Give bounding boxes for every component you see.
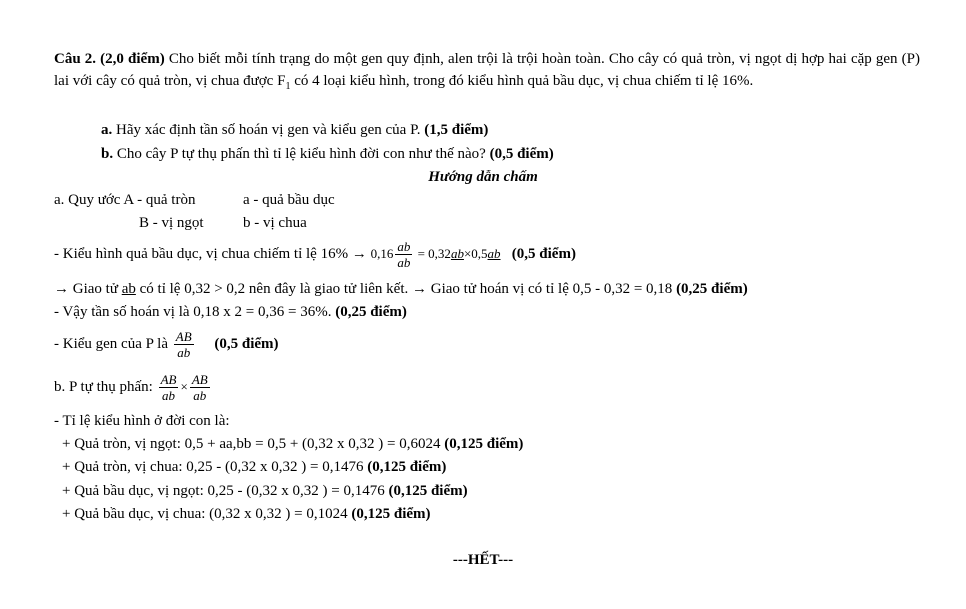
r3-text: + Quả bầu dục, vị ngọt: 0,25 - (0,32 x 0,32 ) = 0,1476 [62, 483, 389, 499]
r2-text: + Quả tròn, vị chua: 0,25 - (0,32 x 0,32 ) = 0,1476 [62, 459, 368, 475]
part-a-text: Hãy xác định tần số hoán vị gen và kiểu gen của P. [112, 122, 425, 138]
line1-gamete-1: ab [450, 246, 464, 261]
result-round-sweet [62, 435, 523, 453]
line2-pre: → Giao tử [54, 281, 122, 297]
convention-a: a. Quy ước A - quả tròn [54, 192, 196, 208]
line1-denominator: ab [397, 255, 411, 271]
answer-line-genotype [54, 326, 279, 362]
r4-points: (0,125 điểm) [351, 506, 431, 522]
line3-text: - Vậy tần số hoán vị là 0,18 x 2 = 0,36 = 36%. [54, 304, 336, 320]
part-b [101, 145, 554, 163]
convention-a-recessive: a - quả bầu dục [243, 192, 335, 208]
line5-denominator-1: ab [162, 388, 176, 404]
answer-line-self-cross [54, 369, 212, 405]
line1-eq: = 0,32 [414, 246, 451, 261]
line1-mul: ×0,5 [463, 246, 488, 261]
guide-title: Hướng dẫn chấm [428, 169, 538, 185]
r3-points: (0,125 điểm) [388, 483, 468, 499]
line5-numerator-1: AB [160, 372, 177, 388]
answer-line-offspring: - Tỉ lệ kiểu hình ở đời con là: [54, 413, 230, 429]
part-a [101, 121, 488, 139]
r4-text: + Quả bầu dục, vị chua: (0,32 x 0,32 ) = 0,1024 [62, 506, 352, 522]
line1-gamete-2: ab [487, 246, 501, 261]
r1-text: + Quả tròn, vị ngọt: 0,5 + aa,bb = 0,5 + (0,32 x 0,32 ) = 0,6024 [62, 436, 445, 452]
line1-numerator: ab [397, 239, 411, 255]
answer-line-frequency [54, 303, 407, 321]
line5-fraction-1 [159, 372, 179, 403]
answer-line-phenotype [54, 236, 576, 272]
line1-coef: 0,16 [370, 246, 394, 261]
answer-line-gamete [54, 280, 748, 298]
line4-denominator: ab [177, 345, 191, 361]
part-b-label: b. [101, 146, 114, 162]
part-b-text: Cho cây P tự thụ phấn thì tỉ lệ kiểu hình đời con như thế nào? [113, 146, 490, 162]
line4-points: (0,5 điểm) [214, 336, 279, 352]
line5-denominator-2: ab [193, 388, 207, 404]
line4-text: - Kiểu gen của P là [54, 336, 172, 352]
result-oval-sour [62, 505, 431, 523]
question-label: Câu 2. (2,0 điểm) [54, 51, 165, 67]
r1-points: (0,125 điểm) [444, 436, 524, 452]
line4-numerator: AB [175, 329, 192, 345]
line4-fraction [174, 329, 194, 360]
line2-gamete: ab [121, 281, 136, 297]
r2-points: (0,125 điểm) [367, 459, 447, 475]
line5-numerator-2: AB [191, 372, 208, 388]
result-oval-sweet [62, 482, 468, 500]
question-intro-tail: có 4 loại kiểu hình, trong đó kiểu hình quả bầu dục, vị chua chiếm tỉ lệ 16%. [290, 73, 754, 89]
line2-text: có tỉ lệ 0,32 > 0,2 nên đây là giao tử liên kết. → Giao tử hoán vị có tỉ lệ 0,5 - 0,32 = 0,18 [135, 281, 677, 297]
f1-subscript: 1 [285, 81, 291, 92]
part-a-label: a. [101, 122, 113, 138]
convention-b: B - vị ngọt [139, 215, 204, 231]
convention-b-recessive: b - vị chua [243, 215, 307, 231]
result-round-sour [62, 458, 446, 476]
end-mark: ---HẾT--- [452, 552, 514, 568]
line5-times: × [180, 379, 188, 394]
part-b-points: (0,5 điểm) [489, 146, 554, 162]
line3-points: (0,25 điểm) [335, 304, 407, 320]
line1-points: (0,5 điểm) [511, 246, 576, 262]
line1-fraction [395, 239, 412, 270]
part-a-points: (1,5 điểm) [424, 122, 489, 138]
question-paragraph [54, 48, 920, 98]
line1-text: - Kiểu hình quả bầu dục, vị chua chiếm tỉ lệ 16% → [54, 246, 371, 262]
line5-text: b. P tự thụ phấn: [54, 379, 157, 395]
line2-points: (0,25 điểm) [676, 281, 748, 297]
question-intro: Cho biết mỗi tính trạng do một gen quy định, alen trội là trội hoàn toàn. Cho cây có quả tròn, vị ngọt dị hợp hai cặp gen (P) lai với cây có quả tròn, vị chua được F [54, 51, 920, 89]
line5-fraction-2 [190, 372, 210, 403]
